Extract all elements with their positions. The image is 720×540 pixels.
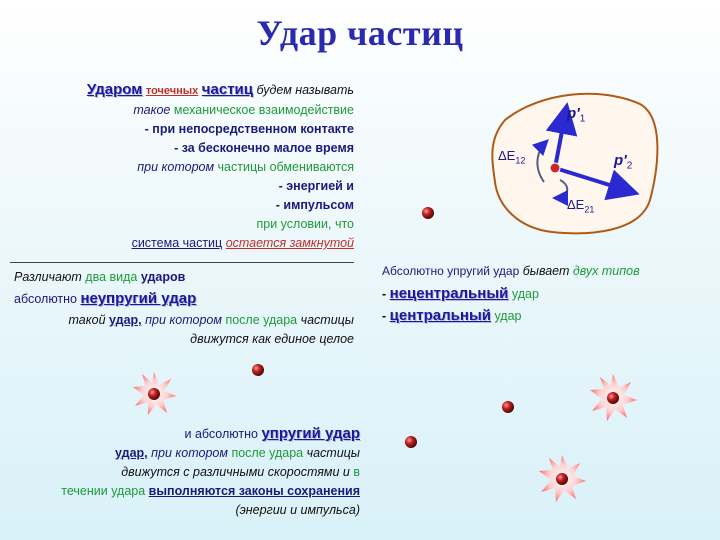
phrase-conservation-laws: выполняются законы сохранения	[148, 484, 360, 498]
particle	[422, 207, 434, 219]
label-e21-main: ΔE	[567, 197, 585, 212]
phrase-at-which-2: при котором	[145, 313, 222, 327]
particle	[502, 401, 514, 413]
word-impacts: ударов	[140, 270, 186, 284]
phrase-will-call: будем называть	[256, 83, 354, 97]
term-noncentral: нецентральный	[389, 285, 509, 302]
term-central: центральный	[389, 307, 491, 324]
phrase-abs-elastic: Абсолютно упругий удар	[382, 264, 520, 278]
phrase-during-impact: течении удара	[61, 484, 146, 498]
dash-1: -	[382, 287, 387, 301]
collision-point	[550, 163, 560, 173]
phrase-different-speeds: движутся с различными скоростями	[121, 465, 340, 479]
label-e12-main: ΔE	[498, 148, 516, 163]
label-p1-main: p'	[567, 105, 580, 122]
page-title: Удар частиц	[256, 13, 464, 53]
kinds-line-4: движутся как единое целое	[190, 332, 354, 346]
phrase-closed: остается замкнутой	[225, 236, 354, 250]
phrase-two-types: двух типов	[572, 264, 640, 278]
phrase-mech-interaction: механическое взаимодействие	[173, 103, 354, 117]
particle	[405, 436, 417, 448]
term-particles: частиц	[201, 81, 253, 98]
word-in: в	[353, 465, 360, 479]
phrase-after-impact: после удара	[225, 313, 298, 327]
word-particles-2: частицы	[306, 446, 360, 460]
impact-burst	[133, 372, 176, 415]
word-happens: бывает	[522, 264, 570, 278]
label-e12-sub: 12	[515, 155, 526, 166]
word-and: и	[342, 465, 350, 479]
term-elastic: упругий удар	[261, 425, 360, 442]
word-distinguish: Различают	[14, 270, 82, 284]
word-impact-2: удар,	[115, 446, 148, 460]
definition-line-6: - энергией и	[278, 179, 354, 193]
phrase-system: система частиц	[131, 236, 223, 250]
phrase-at-which: при котором	[137, 160, 215, 174]
label-p1	[567, 105, 585, 125]
phrase-two-kinds: два вида	[85, 270, 138, 284]
impact-burst	[590, 374, 637, 421]
dash-2: -	[382, 309, 387, 323]
phrase-and-absolutely: и абсолютно	[184, 427, 258, 441]
particle	[252, 364, 264, 376]
definition-line-4: - за бесконечно малое время	[174, 141, 354, 155]
term-inelastic: неупругий удар	[80, 290, 197, 307]
label-e21-sub: 21	[584, 204, 595, 215]
word-impact-4: удар	[494, 309, 522, 323]
label-p2-sub: 2	[626, 160, 633, 172]
definition-line-3: - при непосредственном контакте	[144, 122, 354, 136]
label-p2	[614, 152, 632, 172]
label-p2-main: p'	[614, 152, 627, 169]
phrase-after-impact-2: после удара	[231, 446, 304, 460]
elastic-line-5: (энергии и импульса)	[235, 503, 360, 517]
word-such: такое	[133, 103, 171, 117]
definition-line-8: при условии, что	[256, 217, 354, 231]
label-e21	[567, 197, 594, 215]
impact-burst	[539, 455, 586, 502]
word-absolutely: абсолютно	[14, 292, 78, 306]
term-strike: Ударом	[86, 81, 143, 98]
phrase-at-which-3: при котором	[151, 446, 228, 460]
label-e12	[498, 148, 525, 166]
term-point: точечных	[145, 85, 199, 97]
word-such-2: такой	[68, 313, 106, 327]
word-impact: удар,	[109, 313, 142, 327]
definition-line-7: - импульсом	[275, 198, 354, 212]
phrase-exchange: частицы обмениваются	[217, 160, 354, 174]
word-impact-3: удар	[511, 287, 539, 301]
word-particles: частицы	[300, 313, 354, 327]
label-p1-sub: 1	[579, 113, 586, 125]
